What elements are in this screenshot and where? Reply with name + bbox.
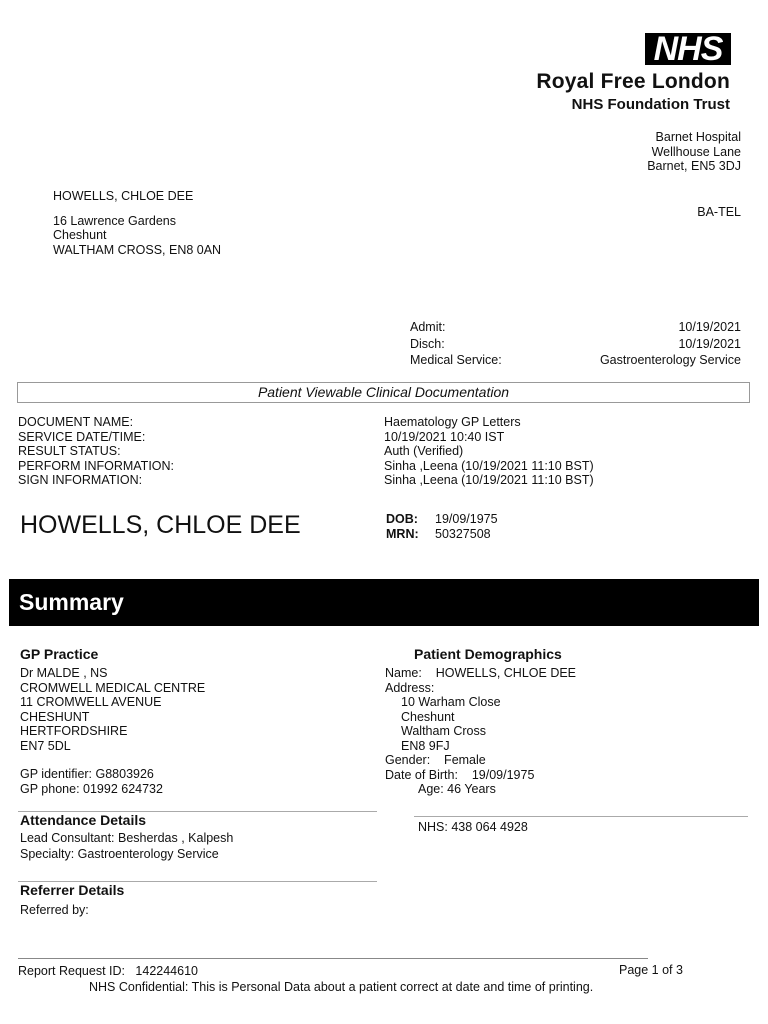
demographics-divider bbox=[414, 816, 748, 817]
gp-phone: GP phone: 01992 624732 bbox=[20, 781, 163, 796]
addressee-name: HOWELLS, CHLOE DEE bbox=[53, 189, 194, 203]
doc-info-labels bbox=[18, 415, 174, 488]
doc-info-label: RESULT STATUS: bbox=[18, 444, 121, 458]
addressee-address-line: 16 Lawrence Gardens bbox=[53, 213, 176, 228]
trust-name: Royal Free London bbox=[536, 70, 730, 93]
mrn-value: 50327508 bbox=[435, 526, 491, 541]
doc-info-values bbox=[384, 415, 594, 488]
page-number: Page 1 of 3 bbox=[619, 963, 683, 977]
gp-practice-heading: GP Practice bbox=[20, 646, 99, 662]
summary-header bbox=[9, 579, 759, 626]
demographics-address-line: Cheshunt bbox=[401, 709, 455, 724]
report-request bbox=[18, 964, 198, 979]
hospital-address-line: Wellhouse Lane bbox=[651, 144, 741, 159]
demographics-address-line: Waltham Cross bbox=[401, 724, 486, 738]
gp-practice-line: EN7 5DL bbox=[20, 738, 71, 753]
demographics-age: Age: 46 Years bbox=[418, 782, 496, 796]
footer-divider bbox=[18, 958, 648, 959]
hospital-address-line: Barnet, EN5 3DJ bbox=[647, 159, 741, 173]
admission-labels bbox=[410, 320, 502, 368]
doc-info-label: PERFORM INFORMATION: bbox=[18, 458, 175, 473]
mrn-label: MRN: bbox=[386, 526, 419, 541]
patient-ids bbox=[386, 512, 498, 541]
report-request-label: Report Request ID: bbox=[18, 964, 125, 978]
admit-value: 10/19/2021 bbox=[678, 320, 741, 334]
doc-info-value: 10/19/2021 10:40 IST bbox=[384, 429, 505, 444]
doc-info-value: Haematology GP Letters bbox=[384, 415, 521, 429]
summary-title: Summary bbox=[19, 589, 124, 615]
confidential-notice: NHS Confidential: This is Personal Data about a patient correct at date and time of printing. bbox=[89, 980, 594, 994]
doc-info-value: Auth (Verified) bbox=[384, 444, 464, 458]
referred-by: Referred by: bbox=[20, 903, 89, 917]
doc-info-label: SIGN INFORMATION: bbox=[18, 473, 143, 487]
attendance-details bbox=[20, 831, 233, 861]
demographics-address-line: EN8 9FJ bbox=[401, 738, 450, 753]
referrer-heading: Referrer Details bbox=[20, 882, 125, 898]
report-request-id: 142244610 bbox=[135, 964, 198, 978]
gp-practice-details bbox=[20, 666, 205, 796]
doc-info-label: SERVICE DATE/TIME: bbox=[18, 429, 146, 444]
disch-label: Disch: bbox=[410, 336, 445, 351]
gp-practice-line: CROMWELL MEDICAL CENTRE bbox=[20, 680, 206, 695]
demographics-address-label: Address: bbox=[385, 680, 435, 695]
medical-service-label: Medical Service: bbox=[410, 353, 502, 367]
admission-values bbox=[600, 320, 741, 368]
gp-identifier: GP identifier: G8803926 bbox=[20, 767, 154, 781]
doc-info-value: Sinha ,Leena (10/19/2021 11:10 BST) bbox=[384, 458, 594, 473]
document-banner: Patient Viewable Clinical Documentation bbox=[17, 382, 750, 403]
dob-value: 19/09/1975 bbox=[435, 512, 498, 526]
hospital-address-line: Barnet Hospital bbox=[655, 130, 741, 144]
trust-subtitle: NHS Foundation Trust bbox=[571, 96, 730, 113]
medical-service-value: Gastroenterology Service bbox=[599, 353, 741, 367]
patient-name-heading: HOWELLS, CHLOE DEE bbox=[20, 511, 301, 539]
disch-value: 10/19/2021 bbox=[678, 336, 741, 351]
dob-label: DOB: bbox=[386, 512, 418, 526]
demographics-details bbox=[385, 666, 576, 797]
nhs-number: NHS: 438 064 4928 bbox=[418, 820, 528, 834]
specialty: Specialty: Gastroenterology Service bbox=[20, 846, 219, 861]
gp-practice-line: HERTFORDSHIRE bbox=[20, 724, 128, 738]
demographics-name: Name: HOWELLS, CHLOE DEE bbox=[385, 666, 577, 680]
demographics-gender: Gender: Female bbox=[385, 753, 486, 767]
gp-practice-line: CHESHUNT bbox=[20, 709, 90, 724]
lead-consultant: Lead Consultant: Besherdas , Kalpesh bbox=[20, 831, 234, 845]
doc-info-value: Sinha ,Leena (10/19/2021 11:10 BST) bbox=[384, 473, 594, 487]
attendance-heading: Attendance Details bbox=[20, 812, 147, 828]
nhs-logo: NHS bbox=[645, 33, 731, 65]
addressee-block bbox=[53, 189, 221, 257]
doc-info-label: DOCUMENT NAME: bbox=[18, 415, 134, 429]
addressee-address-line: WALTHAM CROSS, EN8 0AN bbox=[53, 242, 222, 257]
addressee-address-line: Cheshunt bbox=[53, 228, 107, 242]
gp-practice-line: Dr MALDE , NS bbox=[20, 666, 108, 680]
admit-label: Admit: bbox=[410, 320, 446, 334]
hospital-address bbox=[647, 130, 741, 174]
demographics-address-line: 10 Warham Close bbox=[401, 695, 501, 709]
demographics-dob: Date of Birth: 19/09/1975 bbox=[385, 767, 535, 782]
gp-practice-line: 11 CROMWELL AVENUE bbox=[20, 695, 162, 709]
ref-code: BA-TEL bbox=[697, 205, 741, 219]
demographics-heading: Patient Demographics bbox=[414, 646, 562, 662]
